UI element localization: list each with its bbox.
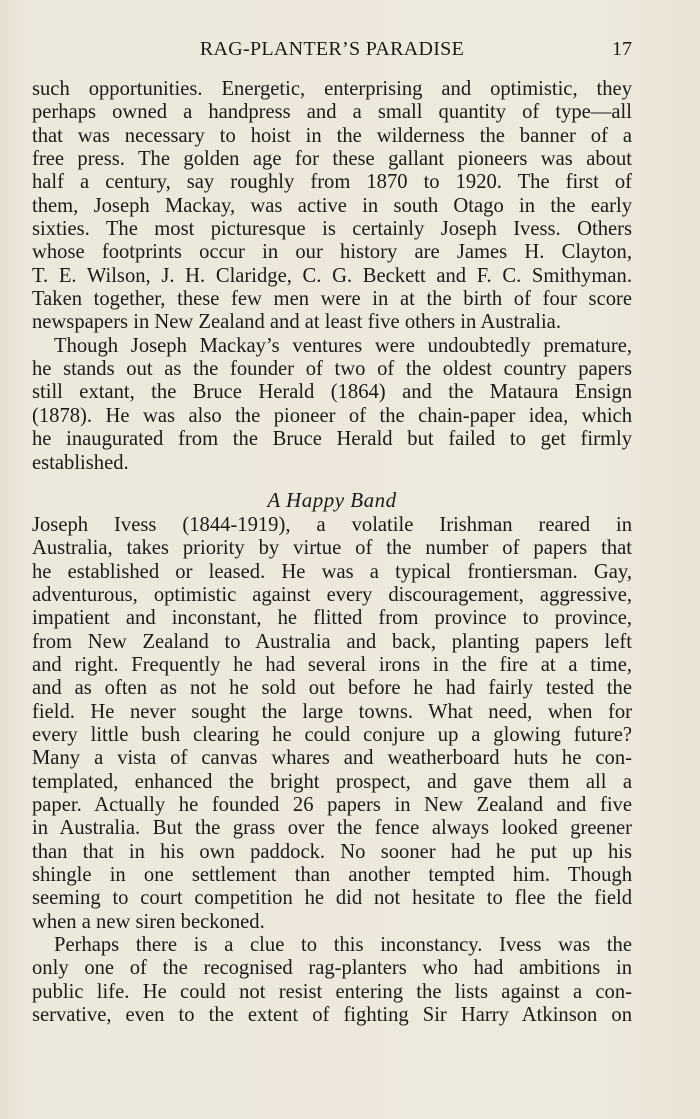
paragraph <box>32 934 632 1027</box>
text-line: than that in his own paddock. No sooner had he put up his <box>32 840 632 863</box>
text-line: perhaps owned a handpress and a small quantity of type—all <box>32 101 632 124</box>
text-line: sixties. The most picturesque is certainly Joseph Ivess. Others <box>32 218 632 241</box>
text-line: still extant, the Bruce Herald (1864) and the Mataura Ensign <box>32 381 632 404</box>
body-text <box>32 78 632 1027</box>
text-line: half a century, say roughly from 1870 to 1920. The first of <box>32 171 632 194</box>
text-line: Australia, takes priority by virtue of the number of papers that <box>32 537 632 560</box>
paragraphs-before-heading <box>32 78 632 475</box>
text-line: adventurous, optimistic against every discouragement, aggressive, <box>32 583 632 606</box>
text-line: newspapers in New Zealand and at least five others in Australia. <box>32 311 561 334</box>
text-line: Many a vista of canvas whares and weatherboard huts he con- <box>32 747 632 770</box>
text-line: Though Joseph Mackay’s ventures were undoubtedly premature, <box>54 334 632 357</box>
running-head: RAG-PLANTER’S PARADISE <box>199 38 465 60</box>
text-line: in Australia. But the grass over the fence always looked greener <box>32 817 632 840</box>
section-heading: A Happy Band <box>267 487 397 512</box>
text-line: he inaugurated from the Bruce Herald but failed to get firmly <box>32 428 632 451</box>
text-line: such opportunities. Energetic, enterprising and optimistic, they <box>32 78 632 100</box>
page-header <box>32 38 632 66</box>
page-number: 17 <box>612 38 632 60</box>
text-line: from New Zealand to Australia and back, planting papers left <box>32 630 632 653</box>
text-line: seeming to court competition he did not hesitate to flee the field <box>32 887 632 910</box>
text-line: he stands out as the founder of two of the oldest country papers <box>32 358 632 381</box>
text-line: every little bush clearing he could conjure up a glowing future? <box>32 723 632 746</box>
paragraph <box>32 335 632 475</box>
text-line: whose footprints occur in our history are James H. Clayton, <box>32 241 632 264</box>
text-line: (1878). He was also the pioneer of the chain-paper idea, which <box>32 404 632 427</box>
text-line: servative, even to the extent of fighting Sir Harry Atkinson on <box>32 1004 632 1027</box>
text-line: T. E. Wilson, J. H. Claridge, C. G. Beckett and F. C. Smithyman. <box>32 264 632 287</box>
text-line: public life. He could not resist entering the lists against a con- <box>32 980 632 1003</box>
paragraph <box>32 514 632 934</box>
text-line: templated, enhanced the bright prospect, and gave them all a <box>32 770 632 793</box>
text-line: them, Joseph Mackay, was active in south Otago in the early <box>32 194 632 217</box>
text-line: Perhaps there is a clue to this inconstancy. Ivess was the <box>54 934 632 957</box>
text-line: shingle in one settlement than another tempted him. Though <box>32 864 632 886</box>
text-line: and as often as not he sold out before he had fairly tested the <box>32 677 632 700</box>
text-line: impatient and inconstant, he flitted from province to province, <box>32 607 632 630</box>
text-line: when a new siren beckoned. <box>32 910 265 933</box>
paragraphs-after-heading <box>32 514 632 1028</box>
text-line: established. <box>32 451 129 474</box>
text-line: Taken together, these few men were in at the birth of four score <box>32 288 632 311</box>
text-line: only one of the recognised rag-planters who had ambitions in <box>32 957 632 980</box>
text-line: Joseph Ivess (1844-1919), a volatile Irishman reared in <box>32 513 632 536</box>
text-line: paper. Actually he founded 26 papers in New Zealand and five <box>32 793 632 816</box>
paragraph <box>32 78 632 335</box>
text-line: field. He never sought the large towns. What need, when for <box>32 700 632 723</box>
text-line: free press. The golden age for these gallant pioneers was about <box>32 148 632 171</box>
text-line: that was necessary to hoist in the wilderness the banner of a <box>32 124 632 147</box>
text-line: he established or leased. He was a typical frontiersman. Gay, <box>32 560 632 583</box>
text-line: and right. Frequently he had several irons in the fire at a time, <box>32 653 632 676</box>
